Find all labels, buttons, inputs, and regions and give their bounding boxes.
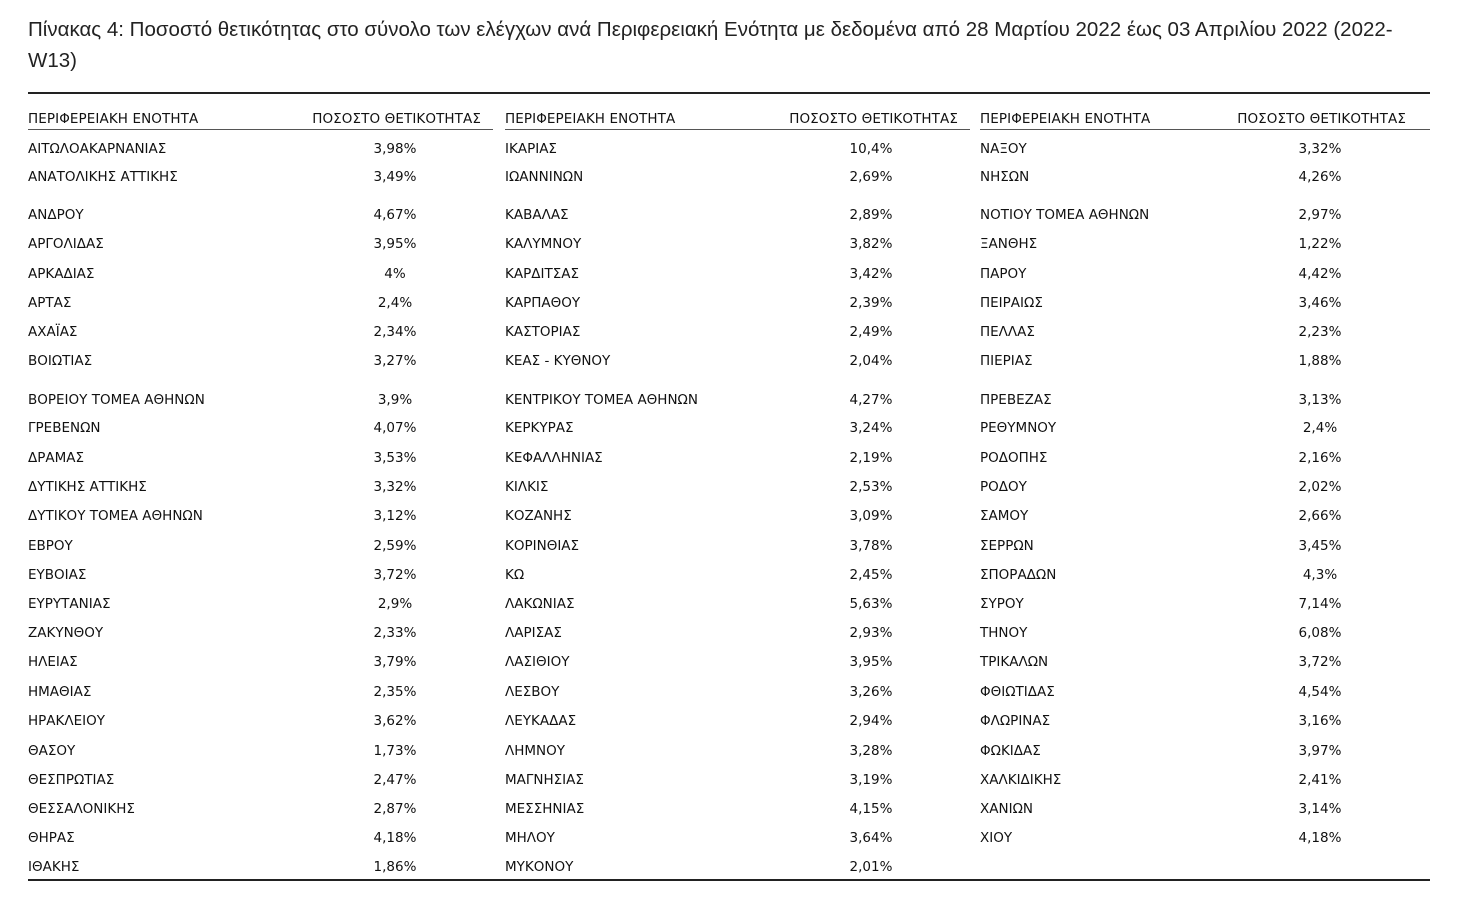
region-name: ΧΙΟΥ [980, 830, 1013, 846]
positivity-value: 2,4% [1302, 420, 1338, 436]
region-name: ΝΟΤΙΟΥ ΤΟΜΕΑ ΑΘΗΝΩΝ [980, 207, 1150, 223]
table-row [980, 654, 1430, 674]
positivity-value: 2,19% [849, 450, 893, 466]
region-name: ΚΑΣΤΟΡΙΑΣ [505, 324, 581, 340]
table-row [980, 801, 1430, 821]
region-name: ΦΩΚΙΔΑΣ [980, 743, 1041, 759]
region-name: ΗΛΕΙΑΣ [28, 654, 78, 670]
positivity-value: 1,73% [373, 743, 417, 759]
positivity-value: 2,66% [1298, 508, 1342, 524]
region-name: ΛΑΡΙΣΑΣ [505, 625, 562, 641]
region-name: ΘΑΣΟΥ [28, 743, 76, 759]
table-row [28, 596, 493, 616]
table-row [980, 295, 1430, 315]
table-row [28, 830, 493, 850]
positivity-value: 1,88% [1298, 353, 1342, 369]
table-row [28, 236, 493, 256]
positivity-value: 2,87% [373, 801, 417, 817]
positivity-value: 3,72% [373, 567, 417, 583]
table-row [28, 625, 493, 645]
region-name: ΙΘΑΚΗΣ [28, 859, 80, 875]
region-name: ΝΑΞΟΥ [980, 141, 1027, 157]
positivity-value: 4,26% [1298, 169, 1342, 185]
table-row [980, 625, 1430, 645]
table-row [28, 538, 493, 558]
table-row [505, 596, 970, 616]
region-name: ΗΜΑΘΙΑΣ [28, 684, 92, 700]
table-row [980, 169, 1430, 189]
positivity-value: 5,63% [849, 596, 893, 612]
table-row [505, 772, 970, 792]
region-name: ΠΕΛΛΑΣ [980, 324, 1035, 340]
table-row [28, 450, 493, 470]
positivity-value: 3,42% [849, 266, 893, 282]
table-row [505, 743, 970, 763]
table-row [28, 207, 493, 227]
table-row [28, 801, 493, 821]
positivity-value: 2,4% [377, 295, 413, 311]
positivity-value: 6,08% [1298, 625, 1342, 641]
region-name: ΚΑΒΑΛΑΣ [505, 207, 569, 223]
positivity-value: 3,72% [1298, 654, 1342, 670]
region-name: ΣΑΜΟΥ [980, 508, 1029, 524]
table-row [28, 772, 493, 792]
table-row [28, 266, 493, 286]
region-name: ΑΧΑΪΑΣ [28, 324, 78, 340]
region-name: ΚΑΡΔΙΤΣΑΣ [505, 266, 579, 282]
positivity-value: 2,59% [373, 538, 417, 554]
region-name: ΕΒΡΟΥ [28, 538, 73, 554]
table-row [28, 353, 493, 373]
table-column-2 [505, 111, 970, 875]
region-name: ΦΛΩΡΙΝΑΣ [980, 713, 1051, 729]
positivity-value: 4,18% [373, 830, 417, 846]
table-row [505, 207, 970, 227]
region-name: ΠΑΡΟΥ [980, 266, 1027, 282]
region-name: ΡΕΘΥΜΝΟΥ [980, 420, 1057, 436]
positivity-value: 2,41% [1298, 772, 1342, 788]
region-name: ΜΥΚΟΝΟΥ [505, 859, 574, 875]
positivity-value: 3,95% [849, 654, 893, 670]
positivity-value: 2,97% [1298, 207, 1342, 223]
positivity-value: 3,9% [377, 392, 413, 408]
region-name: ΣΠΟΡΑΔΩΝ [980, 567, 1057, 583]
positivity-value: 2,16% [1298, 450, 1342, 466]
region-name: ΙΚΑΡΙΑΣ [505, 141, 557, 157]
table-row [980, 266, 1430, 286]
table-row [980, 713, 1430, 733]
positivity-value: 3,16% [1298, 713, 1342, 729]
positivity-value: 3,27% [373, 353, 417, 369]
table-row [505, 236, 970, 256]
positivity-value: 3,82% [849, 236, 893, 252]
positivity-value: 3,62% [373, 713, 417, 729]
positivity-value: 2,04% [849, 353, 893, 369]
region-name: ΡΟΔΟΥ [980, 479, 1027, 495]
table-row [980, 141, 1430, 161]
positivity-value: 2,94% [849, 713, 893, 729]
header-region: ΠΕΡΙΦΕΡΕΙΑΚΗ ΕΝΟΤΗΤΑ [980, 111, 1151, 127]
positivity-value: 3,53% [373, 450, 417, 466]
table-row [28, 169, 493, 189]
positivity-value: 3,26% [849, 684, 893, 700]
table-row [980, 479, 1430, 499]
region-name: ΧΑΝΙΩΝ [980, 801, 1033, 817]
region-name: ΚΙΛΚΙΣ [505, 479, 549, 495]
header-region: ΠΕΡΙΦΕΡΕΙΑΚΗ ΕΝΟΤΗΤΑ [28, 111, 199, 127]
table-row [28, 508, 493, 528]
region-name: ΑΡΤΑΣ [28, 295, 72, 311]
positivity-value: 2,01% [849, 859, 893, 875]
table-row [505, 713, 970, 733]
positivity-value: 3,32% [373, 479, 417, 495]
positivity-value: 2,45% [849, 567, 893, 583]
table-row [980, 596, 1430, 616]
positivity-value: 4,3% [1302, 567, 1338, 583]
region-name: ΖΑΚΥΝΘΟΥ [28, 625, 104, 641]
table-row [980, 508, 1430, 528]
region-name: ΠΙΕΡΙΑΣ [980, 353, 1033, 369]
positivity-value: 3,13% [1298, 392, 1342, 408]
table-row [505, 324, 970, 344]
region-name: ΜΗΛΟΥ [505, 830, 555, 846]
table-row [505, 538, 970, 558]
region-name: ΝΗΣΩΝ [980, 169, 1030, 185]
positivity-value: 3,98% [373, 141, 417, 157]
positivity-value: 2,53% [849, 479, 893, 495]
table-row [505, 625, 970, 645]
region-name: ΛΕΣΒΟΥ [505, 684, 560, 700]
table-caption: Πίνακας 4: Ποσοστό θετικότητας στο σύνολο των ελέγχων ανά Περιφερειακή Ενότητα με δεδομένα από 28 Μαρτίου 2022 έως 03 Απριλίου 2022 (2022-W13) [28, 18, 1393, 72]
positivity-value: 3,64% [849, 830, 893, 846]
region-name: ΜΑΓΝΗΣΙΑΣ [505, 772, 584, 788]
region-name: ΕΥΒΟΙΑΣ [28, 567, 87, 583]
region-name: ΛΕΥΚΑΔΑΣ [505, 713, 577, 729]
region-name: ΑΙΤΩΛΟΑΚΑΡΝΑΝΙΑΣ [28, 141, 167, 157]
table-row [28, 743, 493, 763]
table-row [505, 420, 970, 440]
table-row [505, 450, 970, 470]
positivity-value: 3,45% [1298, 538, 1342, 554]
table-row [980, 684, 1430, 704]
positivity-value: 2,33% [373, 625, 417, 641]
table-row [505, 353, 970, 373]
table-row [505, 508, 970, 528]
table-row [505, 479, 970, 499]
region-name: ΘΕΣΠΡΩΤΙΑΣ [28, 772, 115, 788]
region-name: ΑΝΔΡΟΥ [28, 207, 84, 223]
region-name: ΛΗΜΝΟΥ [505, 743, 566, 759]
table-row [28, 684, 493, 704]
region-name: ΓΡΕΒΕΝΩΝ [28, 420, 101, 436]
table-row [980, 538, 1430, 558]
positivity-value: 3,28% [849, 743, 893, 759]
table-row [980, 830, 1430, 850]
positivity-value: 4,27% [849, 392, 893, 408]
table-row [28, 324, 493, 344]
region-name: ΛΑΚΩΝΙΑΣ [505, 596, 575, 612]
region-name: ΦΘΙΩΤΙΔΑΣ [980, 684, 1055, 700]
table-row [28, 141, 493, 161]
header-positivity: ΠΟΣΟΣΤΟ ΘΕΤΙΚΟΤΗΤΑΣ [312, 111, 481, 127]
positivity-value: 4,67% [373, 207, 417, 223]
region-name: ΕΥΡΥΤΑΝΙΑΣ [28, 596, 111, 612]
positivity-value: 2,23% [1298, 324, 1342, 340]
header-positivity: ΠΟΣΟΣΤΟ ΘΕΤΙΚΟΤΗΤΑΣ [1237, 111, 1406, 127]
positivity-value: 2,89% [849, 207, 893, 223]
table-row [28, 392, 493, 412]
positivity-value: 1,22% [1298, 236, 1342, 252]
table-row [505, 392, 970, 412]
region-name: ΚΕΝΤΡΙΚΟΥ ΤΟΜΕΑ ΑΘΗΝΩΝ [505, 392, 698, 408]
positivity-value: 4,42% [1298, 266, 1342, 282]
positivity-value: 3,46% [1298, 295, 1342, 311]
column-header [28, 111, 493, 130]
table-row [28, 713, 493, 733]
table-row [980, 743, 1430, 763]
region-name: ΔΥΤΙΚΟΥ ΤΟΜΕΑ ΑΘΗΝΩΝ [28, 508, 203, 524]
table-row [28, 654, 493, 674]
positivity-value: 2,69% [849, 169, 893, 185]
header-positivity: ΠΟΣΟΣΤΟ ΘΕΤΙΚΟΤΗΤΑΣ [789, 111, 958, 127]
region-name: ΠΡΕΒΕΖΑΣ [980, 392, 1052, 408]
table-row [28, 479, 493, 499]
table-row [505, 684, 970, 704]
region-name: ΑΝΑΤΟΛΙΚΗΣ ΑΤΤΙΚΗΣ [28, 169, 178, 185]
table-column-1 [28, 111, 493, 875]
table-row [980, 353, 1430, 373]
table-row [28, 295, 493, 315]
positivity-value: 4,07% [373, 420, 417, 436]
table-row [980, 772, 1430, 792]
table-row [505, 141, 970, 161]
positivity-value: 3,97% [1298, 743, 1342, 759]
table-row [980, 207, 1430, 227]
positivity-value: 4,54% [1298, 684, 1342, 700]
positivity-value: 3,49% [373, 169, 417, 185]
table-row [980, 567, 1430, 587]
region-name: ΚΑΛΥΜΝΟΥ [505, 236, 582, 252]
positivity-value: 2,49% [849, 324, 893, 340]
region-name: ΑΡΓΟΛΙΔΑΣ [28, 236, 104, 252]
region-name: ΚΕΦΑΛΛΗΝΙΑΣ [505, 450, 603, 466]
region-name: ΚΟΖΑΝΗΣ [505, 508, 572, 524]
table-row [980, 420, 1430, 440]
region-name: ΗΡΑΚΛΕΙΟΥ [28, 713, 105, 729]
region-name: ΚΕΑΣ - ΚΥΘΝΟΥ [505, 353, 611, 369]
region-name: ΠΕΙΡΑΙΩΣ [980, 295, 1043, 311]
table-row [505, 859, 970, 879]
positivity-value: 3,19% [849, 772, 893, 788]
positivity-value: 3,78% [849, 538, 893, 554]
positivity-value: 3,09% [849, 508, 893, 524]
region-name: ΛΑΣΙΘΙΟΥ [505, 654, 570, 670]
table-row [505, 295, 970, 315]
region-name: ΘΕΣΣΑΛΟΝΙΚΗΣ [28, 801, 135, 817]
positivity-value: 4,18% [1298, 830, 1342, 846]
positivity-value: 3,12% [373, 508, 417, 524]
table-row [505, 654, 970, 674]
positivity-value: 2,02% [1298, 479, 1342, 495]
table-row [980, 236, 1430, 256]
region-name: ΣΕΡΡΩΝ [980, 538, 1034, 554]
positivity-value: 3,95% [373, 236, 417, 252]
region-name: ΡΟΔΟΠΗΣ [980, 450, 1048, 466]
region-name: ΚΕΡΚΥΡΑΣ [505, 420, 574, 436]
region-name: ΒΟΡΕΙΟΥ ΤΟΜΕΑ ΑΘΗΝΩΝ [28, 392, 205, 408]
table-row [980, 324, 1430, 344]
table-row [28, 567, 493, 587]
region-name: ΙΩΑΝΝΙΝΩΝ [505, 169, 584, 185]
column-header [980, 111, 1430, 130]
positivity-value: 3,14% [1298, 801, 1342, 817]
positivity-value: 3,32% [1298, 141, 1342, 157]
positivity-value: 4,15% [849, 801, 893, 817]
table-column-3 [980, 111, 1430, 846]
positivity-value: 1,86% [373, 859, 417, 875]
table-row [980, 392, 1430, 412]
positivity-value: 4% [384, 266, 406, 282]
header-region: ΠΕΡΙΦΕΡΕΙΑΚΗ ΕΝΟΤΗΤΑ [505, 111, 676, 127]
positivity-value: 10,4% [849, 141, 893, 157]
region-name: ΜΕΣΣΗΝΙΑΣ [505, 801, 585, 817]
region-name: ΚΟΡΙΝΘΙΑΣ [505, 538, 580, 554]
region-name: ΣΥΡΟΥ [980, 596, 1024, 612]
table-row [980, 450, 1430, 470]
positivity-value: 2,35% [373, 684, 417, 700]
positivity-value: 3,24% [849, 420, 893, 436]
positivity-value: 2,47% [373, 772, 417, 788]
table-row [505, 266, 970, 286]
region-name: ΔΥΤΙΚΗΣ ΑΤΤΙΚΗΣ [28, 479, 147, 495]
positivity-value: 7,14% [1298, 596, 1342, 612]
region-name: ΧΑΛΚΙΔΙΚΗΣ [980, 772, 1062, 788]
column-header [505, 111, 970, 130]
region-name: ΚΩ [505, 567, 525, 583]
region-name: ΤΡΙΚΑΛΩΝ [980, 654, 1049, 670]
positivity-value: 2,34% [373, 324, 417, 340]
table-row [28, 859, 493, 879]
region-name: ΘΗΡΑΣ [28, 830, 75, 846]
region-name: ΚΑΡΠΑΘΟΥ [505, 295, 581, 311]
table-row [505, 567, 970, 587]
positivity-value: 2,9% [377, 596, 413, 612]
region-name: ΞΑΝΘΗΣ [980, 236, 1038, 252]
top-rule [28, 92, 1430, 94]
positivity-value: 2,39% [849, 295, 893, 311]
table-row [505, 169, 970, 189]
region-name: ΒΟΙΩΤΙΑΣ [28, 353, 93, 369]
region-name: ΑΡΚΑΔΙΑΣ [28, 266, 95, 282]
bottom-rule [28, 879, 1430, 881]
positivity-value: 3,79% [373, 654, 417, 670]
table-row [505, 830, 970, 850]
region-name: ΔΡΑΜΑΣ [28, 450, 85, 466]
table-row [28, 420, 493, 440]
positivity-value: 2,93% [849, 625, 893, 641]
table-row [505, 801, 970, 821]
region-name: ΤΗΝΟΥ [980, 625, 1028, 641]
